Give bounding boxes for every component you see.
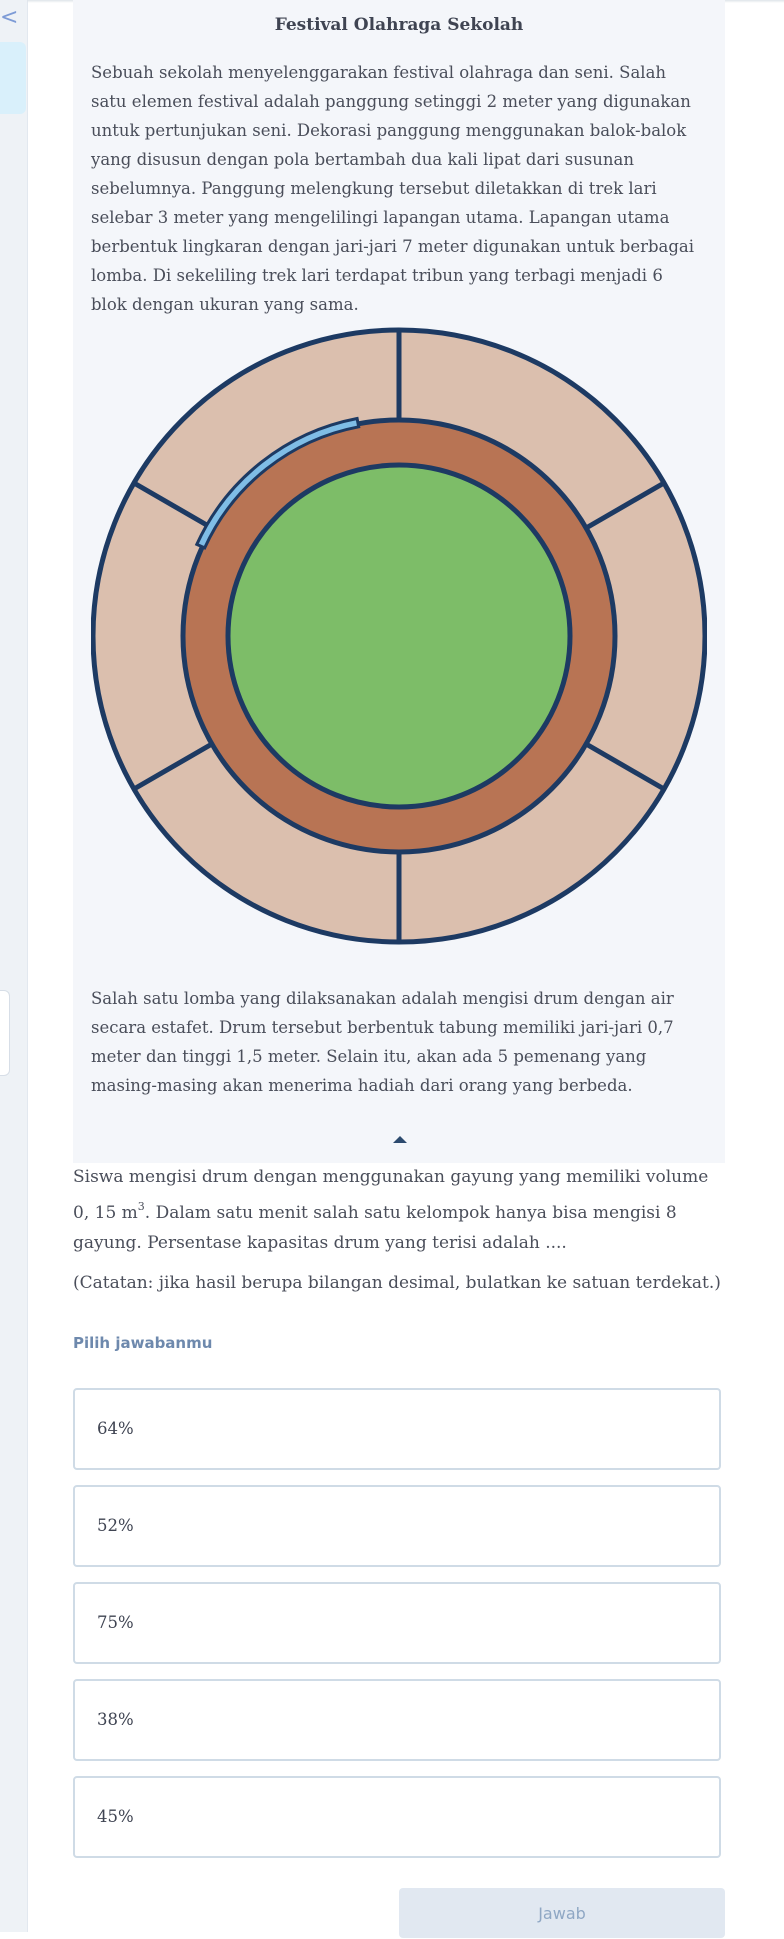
- stimulus-paragraph-1: Sebuah sekolah menyelenggarakan festival olahraga dan seni. Salah satu elemen festival adalah panggung setinggi 2 meter yang digunakan untuk pertunjukan seni. Dekorasi panggung menggunakan balok-balok yang disusun dengan pola bertambah dua kali lipat dari susunan sebelumnya. Panggung melengkung tersebut diletakkan di trek lari selebar 3 meter yang mengelilingi lapangan utama. Lapangan utama berbentuk lingkaran dengan jari-jari 7 meter digunakan untuk berbagai lomba. Di sekeliling trek lari terdapat tribun yang terbagi menjadi 6 blok dengan ukuran yang sama.: [91, 63, 695, 314]
- answer-label: Pilih jawabanmu: [73, 1334, 213, 1352]
- main-field: [228, 465, 570, 807]
- stimulus-paragraph-2: Salah satu lomba yang dilaksanakan adalah mengisi drum dengan air secara estafet. Drum tersebut berbentuk tabung memiliki jari-jari 0,7 meter dan tinggi 1,5 meter. Selain itu, akan ada 5 pemenang yang masing-masing akan menerima hadiah dari orang yang berbeda.: [91, 989, 674, 1095]
- question-text: [73, 1162, 725, 1258]
- question-text-main: Siswa mengisi drum dengan menggunakan gayung yang memiliki volume 0, 15 m: [73, 1167, 709, 1223]
- answer-option-text: 45%: [97, 1807, 134, 1826]
- rail-tab-handle[interactable]: [0, 990, 10, 1076]
- answer-option-text: 52%: [97, 1516, 134, 1535]
- answer-option-a[interactable]: [73, 1388, 721, 1470]
- answer-option-text: 75%: [97, 1613, 134, 1632]
- question-superscript: 3: [137, 1200, 145, 1213]
- question-note: (Catatan: jika hasil berupa bilangan desimal, bulatkan ke satuan terdekat.): [73, 1273, 721, 1293]
- stimulus-title: Festival Olahraga Sekolah: [274, 15, 524, 35]
- answer-option-b[interactable]: [73, 1485, 721, 1567]
- chevron-left-icon[interactable]: <: [0, 5, 19, 30]
- answer-option-c[interactable]: [73, 1582, 721, 1664]
- stimulus-panel: [73, 0, 725, 1163]
- rail-active-item[interactable]: [0, 42, 26, 114]
- answer-option-d[interactable]: [73, 1679, 721, 1761]
- question-text-tail: . Dalam satu menit salah satu kelompok hanya bisa mengisi 8 gayung. Persentase kapasitas drum yang terisi adalah ....: [73, 1203, 677, 1253]
- submit-answer-button[interactable]: Jawab: [399, 1888, 725, 1938]
- left-rail: [0, 0, 28, 1932]
- answer-option-text: 64%: [97, 1419, 134, 1438]
- collapse-caret-icon[interactable]: [393, 1136, 407, 1143]
- answer-option-text: 38%: [97, 1710, 134, 1729]
- answer-option-e[interactable]: [73, 1776, 721, 1858]
- stadium-figure: [91, 324, 707, 948]
